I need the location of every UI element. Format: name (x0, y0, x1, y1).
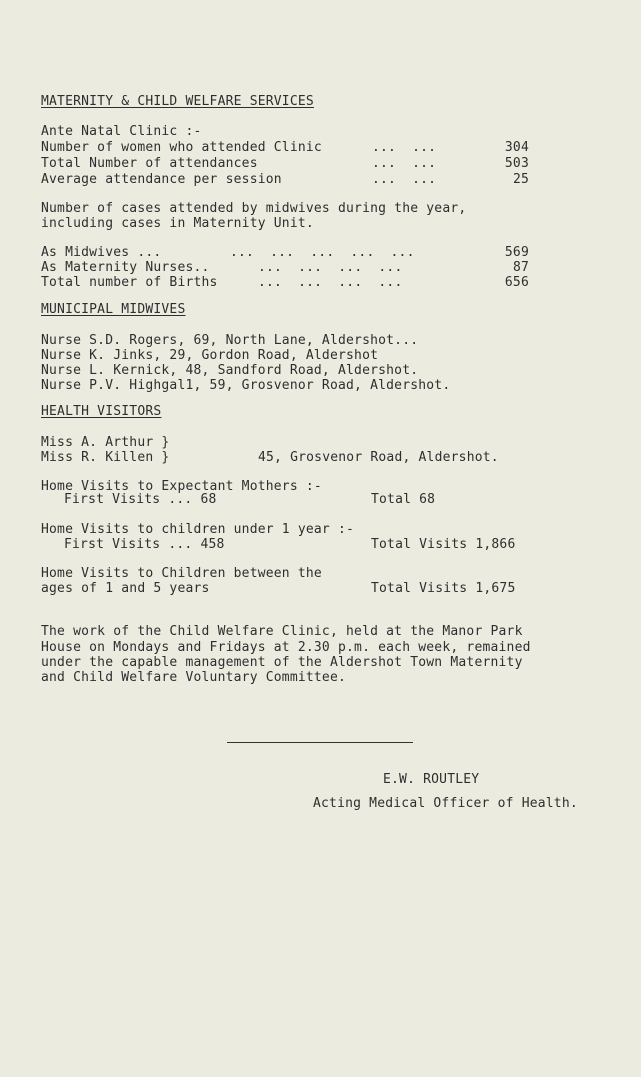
cases-row-dots: ... ... ... ... (258, 275, 403, 290)
cases-row-label: As Midwives ... (41, 245, 162, 260)
visits-first: ages of 1 and 5 years (41, 581, 210, 596)
paragraph-line: under the capable management of the Aldershot Town Maternity (41, 655, 523, 670)
cases-intro: Number of cases attended by midwives during the year, (41, 201, 467, 216)
visitor-address: 45, Grosvenor Road, Aldershot. (258, 450, 499, 465)
cases-row-dots: ... ... ... ... ... (230, 245, 415, 260)
ante-natal-row-value: 304 (504, 140, 529, 155)
cases-row-value: 87 (512, 260, 529, 275)
visitor-name: Miss R. Killen } (41, 450, 170, 465)
paragraph-line: and Child Welfare Voluntary Committee. (41, 670, 347, 685)
midwife-entry: Nurse L. Kernick, 48, Sandford Road, Aldershot. (41, 363, 419, 378)
ante-natal-row-dots: ... ... (372, 172, 437, 187)
midwife-entry: Nurse K. Jinks, 29, Gordon Road, Aldershot (41, 348, 379, 363)
signature-name: E.W. ROUTLEY (383, 772, 480, 787)
midwife-entry: Nurse P.V. Highgal1, 59, Grosvenor Road, Aldershot. (41, 378, 451, 393)
cases-intro: including cases in Maternity Unit. (41, 216, 314, 231)
visits-total: Total Visits 1,866 (371, 537, 516, 552)
cases-row-value: 656 (504, 275, 529, 290)
cases-row-dots: ... ... ... ... (258, 260, 403, 275)
visitor-name: Miss A. Arthur } (41, 435, 170, 450)
visits-total: Total 68 (371, 492, 436, 507)
ante-natal-row-value: 25 (512, 172, 529, 187)
ante-natal-row-value: 503 (504, 156, 529, 171)
ante-natal-row-dots: ... ... (372, 156, 437, 171)
cases-row-value: 569 (504, 245, 529, 260)
divider-rule (227, 742, 413, 743)
paragraph-line: House on Mondays and Fridays at 2.30 p.m. each week, remained (41, 640, 531, 655)
visits-first: First Visits ... 68 (64, 492, 217, 507)
ante-natal-row-dots: ... ... (372, 140, 437, 155)
cases-row-label: Total number of Births (41, 275, 218, 290)
paragraph-line: The work of the Child Welfare Clinic, held at the Manor Park (41, 624, 523, 639)
ante-natal-row-label: Total Number of attendances (41, 156, 258, 171)
midwife-entry: Nurse S.D. Rogers, 69, North Lane, Aldershot... (41, 333, 419, 348)
section-heading-midwives: MUNICIPAL MIDWIVES (41, 302, 186, 317)
ante-natal-row-label: Average attendance per session (41, 172, 282, 187)
cases-row-label: As Maternity Nurses.. (41, 260, 210, 275)
visits-heading: Home Visits to Expectant Mothers :- (41, 479, 322, 494)
visits-heading: Home Visits to Children between the (41, 566, 322, 581)
section-heading-visitors: HEALTH VISITORS (41, 404, 162, 419)
visits-total: Total Visits 1,675 (371, 581, 516, 596)
ante-natal-title: Ante Natal Clinic :- (41, 124, 202, 139)
section-heading-maternity: MATERNITY & CHILD WELFARE SERVICES (41, 94, 314, 109)
ante-natal-row-label: Number of women who attended Clinic (41, 140, 322, 155)
visits-first: First Visits ... 458 (64, 537, 225, 552)
visits-heading: Home Visits to children under 1 year :- (41, 522, 355, 537)
signature-title: Acting Medical Officer of Health. (313, 796, 578, 811)
